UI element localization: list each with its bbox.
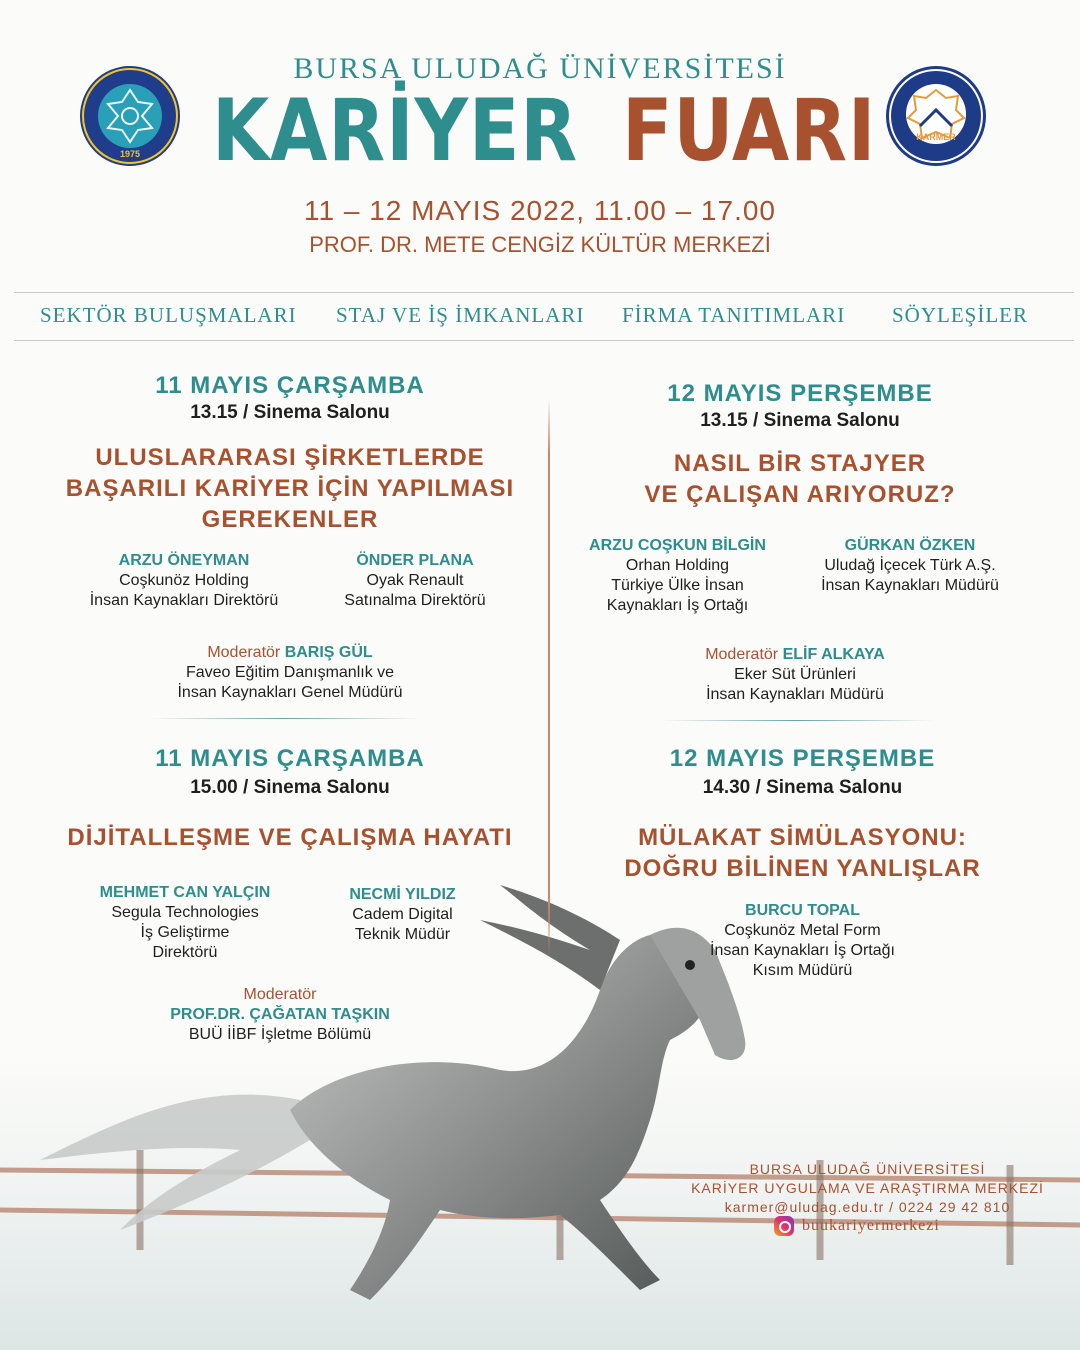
karmer-logo-text: KARMER <box>916 132 956 142</box>
speaker-mehmet-can-yalcin: MEHMET CAN YALÇIN Segula Technologies İş Geliştirme Direktörü <box>99 884 271 961</box>
footer-contact: karmer@uludag.edu.tr / 0224 29 42 810 <box>724 1199 1011 1215</box>
speaker-onder-plana: ÖNDER PLANA Oyak Renault Satınalma Direktörü <box>344 552 486 609</box>
speaker-arzu-oneyman: ARZU ÖNEYMAN Coşkunöz Holding İnsan Kaynakları Direktörü <box>89 552 279 609</box>
session-title: MÜLAKAT SİMÜLASYONU: DOĞRU BİLİNEN YANLIŞLAR <box>624 824 981 882</box>
session-time: 14.30 / Sinema Salonu <box>702 777 903 798</box>
session-1 <box>30 372 550 535</box>
top-divider <box>14 292 1074 293</box>
university-name: BURSA ULUDAĞ ÜNİVERSİTESİ <box>293 52 787 85</box>
speaker-necmi-yildiz: NECMİ YILDIZ Cadem Digital Teknik Müdür <box>349 886 456 943</box>
session-3 <box>550 380 1050 510</box>
session-day: 11 MAYIS ÇARŞAMBA <box>155 372 425 399</box>
title-kariyer: KARİYER <box>212 81 579 181</box>
moderator-elif-alkaya: Moderatör ELİF ALKAYA Eker Süt Ürünleri İnsan Kaynakları Müdürü <box>705 646 885 703</box>
session-time: 15.00 / Sinema Salonu <box>190 777 390 798</box>
session-separator-left <box>150 718 420 719</box>
instagram-handle[interactable]: buukariyermerkezi <box>774 1214 940 1238</box>
session-day: 11 MAYIS ÇARŞAMBA <box>155 745 425 772</box>
event-venue: PROF. DR. METE CENGİZ KÜLTÜR MERKEZİ <box>309 232 771 257</box>
speaker-gurkan-ozken: GÜRKAN ÖZKEN Uludağ İçecek Türk A.Ş. İnsan Kaynakları Müdürü <box>821 537 999 594</box>
instagram-icon <box>774 1216 794 1236</box>
footer-center: KARİYER UYGULAMA VE ARAŞTIRMA MERKEZİ <box>691 1180 1044 1196</box>
tagline-company-intros: FİRMA TANITIMLARI <box>622 303 846 327</box>
event-dates: 11 – 12 MAYIS 2022, 11.00 – 17.00 <box>304 195 776 226</box>
footer-organization <box>680 1160 1055 1217</box>
speaker-arzu-coskun-bilgin: ARZU COŞKUN BİLGİN Orhan Holding Türkiye Ülke İnsan Kaynakları İş Ortağı <box>589 537 766 614</box>
seal-year: 1975 <box>119 149 141 159</box>
session-day: 12 MAYIS PERŞEMBE <box>669 745 936 772</box>
session-4 <box>550 745 1055 884</box>
session-title: ULUSLARARASI ŞİRKETLERDE BAŞARILI KARİYER İÇİN YAPILMASI GEREKENLER <box>65 444 515 533</box>
session-title: NASIL BİR STAJYER VE ÇALIŞAN ARIYORUZ? <box>644 450 956 508</box>
moderator-cagatan-taskin: Moderatör PROF.DR. ÇAĞATAN TAŞKIN BUÜ İİBF İşletme Bölümü <box>170 986 390 1043</box>
tagline-divider <box>14 340 1074 341</box>
speaker-burcu-topal: BURCU TOPAL Coşkunöz Metal Form İnsan Kaynakları İş Ortağı Kısım Müdürü <box>710 902 895 979</box>
session-title: DİJİTALLEŞME VE ÇALIŞMA HAYATI <box>67 824 513 851</box>
session-time: 13.15 / Sinema Salonu <box>190 402 390 423</box>
tagline-sector-meetings: SEKTÖR BULUŞMALARI <box>40 303 297 327</box>
moderator-baris-gul: Moderatör BARIŞ GÜL Faveo Eğitim Danışmanlık ve İnsan Kaynakları Genel Müdürü <box>177 644 403 701</box>
session-separator-right <box>660 720 935 721</box>
tagline-internship-jobs: STAJ VE İŞ İMKANLARI <box>336 303 585 327</box>
title-fuari: FUARI <box>622 81 877 181</box>
session-time: 13.15 / Sinema Salonu <box>700 410 900 431</box>
footer-university: BURSA ULUDAĞ ÜNİVERSİTESİ <box>749 1161 986 1177</box>
session-2 <box>30 745 550 853</box>
tagline-talks: SÖYLEŞİLER <box>892 303 1028 327</box>
session-day: 12 MAYIS PERŞEMBE <box>667 380 933 407</box>
